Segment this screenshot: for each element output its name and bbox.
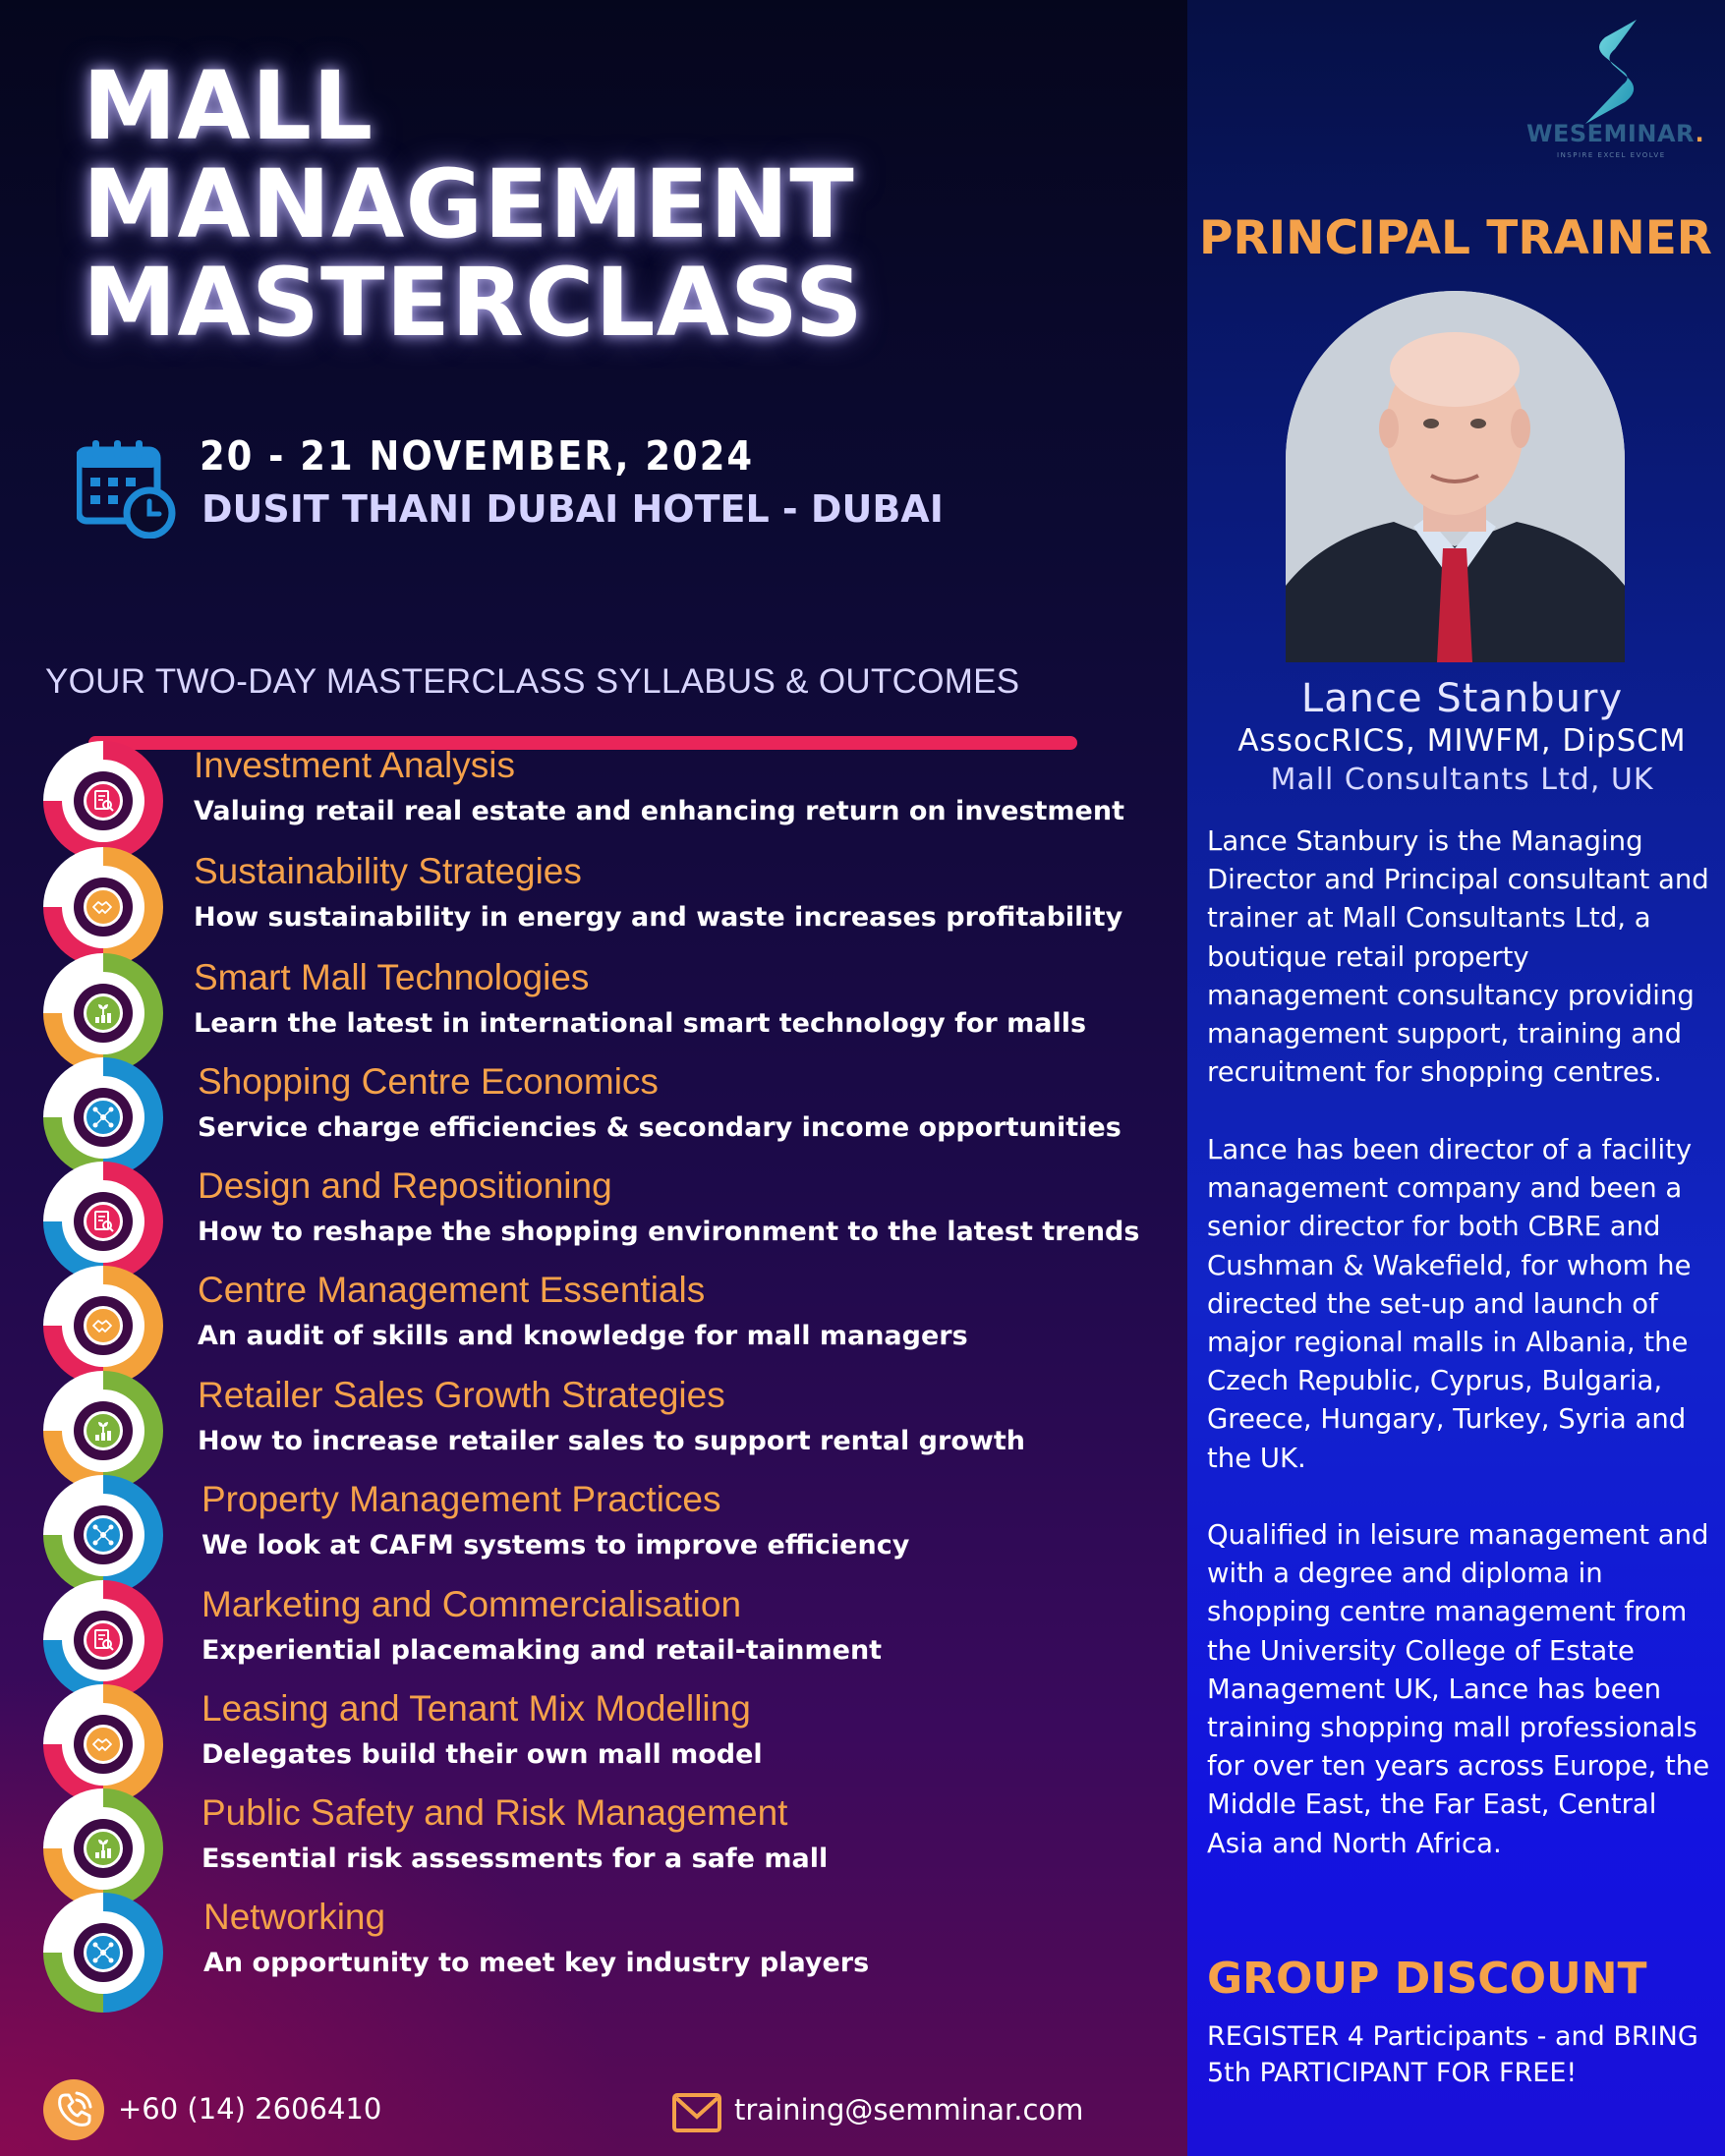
group-discount-text: REGISTER 4 Participants - and BRING 5th PARTICIPANT FOR FREE! — [1207, 2021, 1698, 2088]
module-ring — [43, 1684, 163, 1804]
module-description: An audit of skills and knowledge for mall managers — [198, 1321, 968, 1351]
module-ring — [43, 1893, 163, 2013]
module-ring — [43, 953, 163, 1073]
syllabus-module — [43, 741, 1164, 839]
syllabus-module — [43, 1893, 1164, 1991]
handshake-icon — [84, 887, 123, 927]
document-search-icon — [84, 1620, 123, 1660]
trainer-credentials: AssocRICS, MIWFM, DipSCM — [1237, 723, 1687, 759]
module-ring — [43, 741, 163, 861]
module-description: Experiential placemaking and retail-tainment — [201, 1635, 883, 1666]
event-date: 20 - 21 NOVEMBER, 2024 — [200, 432, 755, 480]
syllabus-module — [43, 1371, 1164, 1469]
group-discount-heading: GROUP DISCOUNT — [1207, 1954, 1647, 2004]
document-search-icon — [84, 1202, 123, 1241]
module-ring — [43, 1580, 163, 1700]
trainer-name: Lance Stanbury — [1300, 676, 1624, 721]
phone-number-link[interactable]: +60 (14) 2606410 — [118, 2092, 382, 2126]
event-venue: DUSIT THANI DUBAI HOTEL - DUBAI — [201, 487, 944, 531]
module-description: We look at CAFM systems to improve efficiency — [201, 1530, 910, 1560]
envelope-icon — [672, 2093, 721, 2132]
title-line-3: MASTERCLASS — [83, 248, 864, 358]
calendar-clock-icon — [77, 438, 177, 539]
growth-plant-icon — [84, 993, 123, 1033]
trainer-photo — [1286, 291, 1625, 662]
syllabus-module — [43, 1788, 1164, 1887]
document-search-icon — [84, 781, 123, 821]
trainer-heading: PRINCIPAL TRAINER — [1199, 211, 1713, 265]
syllabus-module — [43, 847, 1164, 945]
growth-plant-icon — [84, 1829, 123, 1868]
module-title: Investment Analysis — [194, 745, 515, 785]
trainer-bio-paragraph: Lance Stanbury is the Managing Director and Principal consultant and trainer at Mall Consultants Ltd, a boutique retail property management consultancy providing management support, training and recruitment for shopping centres. — [1207, 825, 1709, 1089]
syllabus-module — [43, 953, 1164, 1051]
title-line-2: MANAGEMENT — [83, 149, 855, 259]
module-title: Leasing and Tenant Mix Modelling — [201, 1688, 751, 1729]
module-title: Property Management Practices — [201, 1479, 721, 1519]
network-icon — [84, 1933, 123, 1972]
module-ring — [43, 1371, 163, 1491]
module-description: How to reshape the shopping environment to the latest trends — [198, 1217, 1140, 1247]
module-description: Delegates build their own mall model — [201, 1739, 763, 1770]
syllabus-module — [43, 1475, 1164, 1573]
phone-icon — [43, 2079, 104, 2140]
trainer-bio-paragraph: Qualified in leisure management and with a degree and diploma in shopping centre management from the University College of Estate Management UK, Lance has been training shopping mall professionals for over ten years across Europe, the Middle East, the Far East, Central Asia and North Africa. — [1207, 1519, 1710, 1859]
module-ring — [43, 1475, 163, 1595]
syllabus-heading: YOUR TWO-DAY MASTERCLASS SYLLABUS & OUTCOMES — [45, 662, 1020, 701]
module-description: An opportunity to meet key industry players — [203, 1948, 870, 1978]
module-title: Design and Repositioning — [198, 1165, 612, 1206]
syllabus-module — [43, 1580, 1164, 1678]
module-description: Valuing retail real estate and enhancing return on investment — [194, 796, 1124, 826]
module-ring — [43, 847, 163, 967]
trainer-bio-paragraph: Lance has been director of a facility management company and been a senior director for both CBRE and Cushman & Wakefield, for whom he directed the set-up and launch of major regional malls in Albania, the Czech Republic, Cyprus, Bulgaria, Greece, Hungary, Turkey, Syria and the UK. — [1207, 1134, 1693, 1474]
module-description: Essential risk assessments for a safe mall — [201, 1844, 829, 1874]
module-title: Smart Mall Technologies — [194, 957, 590, 997]
module-description: Learn the latest in international smart technology for malls — [194, 1008, 1087, 1039]
module-ring — [43, 1266, 163, 1386]
network-icon — [84, 1098, 123, 1137]
network-icon — [84, 1515, 123, 1555]
handshake-icon — [84, 1725, 123, 1764]
module-ring — [43, 1788, 163, 1908]
page-title — [83, 51, 1065, 358]
module-title: Public Safety and Risk Management — [201, 1792, 788, 1833]
syllabus-module — [43, 1162, 1164, 1260]
syllabus-module — [43, 1684, 1164, 1783]
module-description: Service charge efficiencies & secondary income opportunities — [198, 1112, 1121, 1143]
growth-plant-icon — [84, 1411, 123, 1450]
brand-tagline: INSPIRE EXCEL EVOLVE — [1557, 151, 1666, 159]
syllabus-module — [43, 1266, 1164, 1364]
module-title: Sustainability Strategies — [194, 851, 582, 891]
syllabus-module — [43, 1057, 1164, 1156]
module-description: How to increase retailer sales to support rental growth — [198, 1426, 1025, 1456]
module-ring — [43, 1057, 163, 1177]
module-description: How sustainability in energy and waste increases profitability — [194, 902, 1123, 933]
email-link[interactable]: training@semminar.com — [734, 2093, 1084, 2127]
trainer-company: Mall Consultants Ltd, UK — [1270, 763, 1654, 797]
title-line-1: MALL — [83, 51, 374, 161]
module-title: Retailer Sales Growth Strategies — [198, 1375, 725, 1415]
module-title: Shopping Centre Economics — [198, 1061, 659, 1102]
module-ring — [43, 1162, 163, 1281]
module-title: Networking — [203, 1897, 386, 1937]
handshake-icon — [84, 1306, 123, 1345]
module-title: Marketing and Commercialisation — [201, 1584, 742, 1624]
module-title: Centre Management Essentials — [198, 1270, 706, 1310]
brand-name: WESEMINAR. — [1526, 120, 1705, 147]
